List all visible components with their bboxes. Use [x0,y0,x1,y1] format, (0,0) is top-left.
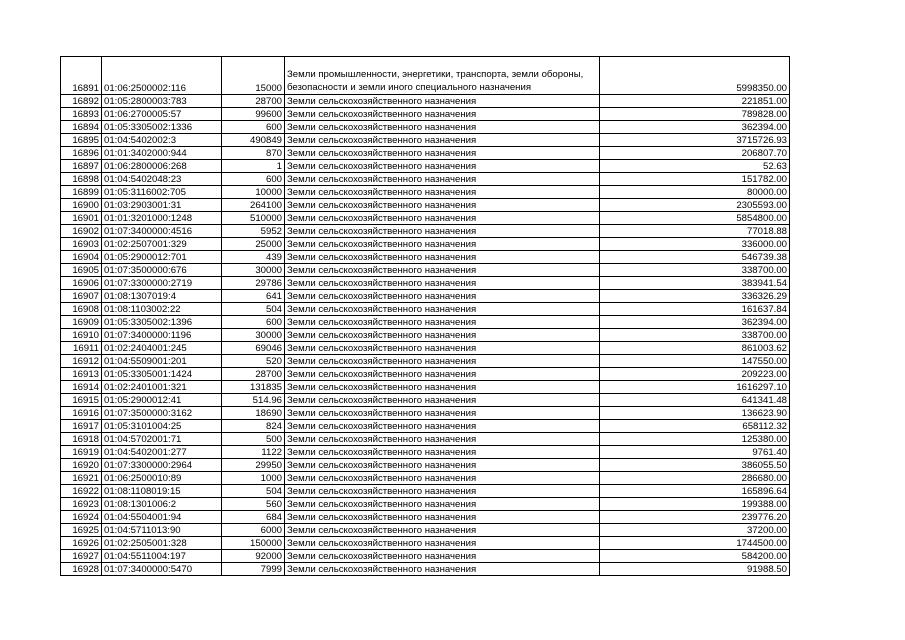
land-category-cell: Земли сельскохозяйственного назначения [285,459,600,472]
land-category-cell: Земли сельскохозяйственного назначения [285,199,600,212]
land-category-cell: Земли сельскохозяйственного назначения [285,121,600,134]
table-row [61,134,790,147]
land-category-cell: Земли сельскохозяйственного назначения [285,108,600,121]
area-cell: 870 [222,147,285,160]
land-category-cell: Земли сельскохозяйственного назначения [285,550,600,563]
cadastral-value-cell: 546739.38 [600,251,790,264]
area-cell: 10000 [222,186,285,199]
area-cell: 490849 [222,134,285,147]
cadastral-number-cell: 01:08:1103002:22 [102,303,222,316]
land-category-cell: Земли сельскохозяйственного назначения [285,173,600,186]
land-category-cell: Земли сельскохозяйственного назначения [285,251,600,264]
table-row [61,212,790,225]
cadastral-number-cell: 01:07:3400000:5470 [102,563,222,576]
cadastral-value-cell: 80000.00 [600,186,790,199]
cadastral-number-cell: 01:02:2404001:245 [102,342,222,355]
land-category-cell: Земли сельскохозяйственного назначения [285,147,600,160]
row-number-cell: 16924 [61,511,102,524]
area-cell: 28700 [222,95,285,108]
row-number-cell: 16926 [61,537,102,550]
cadastral-value-cell: 789828.00 [600,108,790,121]
table-row [61,225,790,238]
table-row [61,433,790,446]
cadastral-number-cell: 01:07:3500000:3162 [102,407,222,420]
land-category-cell: Земли сельскохозяйственного назначения [285,212,600,225]
cadastral-value-cell: 221851.00 [600,95,790,108]
cadastral-number-cell: 01:01:3201000:1248 [102,212,222,225]
table-row [61,381,790,394]
cadastral-value-cell: 136623.90 [600,407,790,420]
area-cell: 131835 [222,381,285,394]
row-number-cell: 16895 [61,134,102,147]
area-cell: 99600 [222,108,285,121]
row-number-cell: 16908 [61,303,102,316]
row-number-cell: 16916 [61,407,102,420]
cadastral-number-cell: 01:04:5402002:3 [102,134,222,147]
cadastral-value-cell: 336000.00 [600,238,790,251]
table-row [61,121,790,134]
row-number-cell: 16923 [61,498,102,511]
cadastral-value-cell: 209223.00 [600,368,790,381]
cadastral-value-cell: 3715726.93 [600,134,790,147]
cadastral-number-cell: 01:04:5511004:197 [102,550,222,563]
area-cell: 28700 [222,368,285,381]
area-cell: 514.96 [222,394,285,407]
land-category-cell: Земли сельскохозяйственного назначения [285,134,600,147]
area-cell: 824 [222,420,285,433]
table-row [61,95,790,108]
cadastral-value-cell: 5998350.00 [600,57,790,95]
row-number-cell: 16910 [61,329,102,342]
cadastral-value-cell: 338700.00 [600,329,790,342]
land-category-cell: Земли сельскохозяйственного назначения [285,433,600,446]
table-row [61,199,790,212]
table-row [61,511,790,524]
area-cell: 92000 [222,550,285,563]
area-cell: 500 [222,433,285,446]
land-category-cell: Земли сельскохозяйственного назначения [285,225,600,238]
row-number-cell: 16922 [61,485,102,498]
land-category-cell: Земли сельскохозяйственного назначения [285,485,600,498]
land-category-cell: Земли сельскохозяйственного назначения [285,420,600,433]
cadastral-value-cell: 584200.00 [600,550,790,563]
area-cell: 7999 [222,563,285,576]
table-row [61,264,790,277]
cadastral-value-cell: 5854800.00 [600,212,790,225]
cadastral-number-cell: 01:07:3400000:1196 [102,329,222,342]
cadastral-value-cell: 77018.88 [600,225,790,238]
area-cell: 15000 [222,57,285,95]
cadastral-value-cell: 9761.40 [600,446,790,459]
area-cell: 504 [222,303,285,316]
cadastral-value-cell: 658112.32 [600,420,790,433]
land-registry-table [60,56,790,576]
cadastral-value-cell: 1744500.00 [600,537,790,550]
cadastral-value-cell: 338700.00 [600,264,790,277]
row-number-cell: 16891 [61,57,102,95]
cadastral-value-cell: 641341.48 [600,394,790,407]
land-category-cell: Земли сельскохозяйственного назначения [285,368,600,381]
table-row [61,238,790,251]
table-row [61,485,790,498]
row-number-cell: 16902 [61,225,102,238]
area-cell: 29950 [222,459,285,472]
area-cell: 264100 [222,199,285,212]
land-category-cell: Земли сельскохозяйственного назначения [285,329,600,342]
row-number-cell: 16907 [61,290,102,303]
row-number-cell: 16914 [61,381,102,394]
area-cell: 29786 [222,277,285,290]
area-cell: 600 [222,316,285,329]
cadastral-number-cell: 01:04:5402048:23 [102,173,222,186]
cadastral-value-cell: 165896.64 [600,485,790,498]
row-number-cell: 16892 [61,95,102,108]
cadastral-value-cell: 861003.62 [600,342,790,355]
table-row [61,147,790,160]
row-number-cell: 16906 [61,277,102,290]
land-category-cell: Земли сельскохозяйственного назначения [285,446,600,459]
area-cell: 600 [222,121,285,134]
land-category-cell: Земли сельскохозяйственного назначения [285,160,600,173]
cadastral-number-cell: 01:07:3300000:2719 [102,277,222,290]
cadastral-value-cell: 91988.50 [600,563,790,576]
table-row [61,57,790,95]
cadastral-value-cell: 199388.00 [600,498,790,511]
cadastral-value-cell: 362394.00 [600,121,790,134]
row-number-cell: 16898 [61,173,102,186]
cadastral-number-cell: 01:07:3300000:2964 [102,459,222,472]
row-number-cell: 16917 [61,420,102,433]
table-row [61,290,790,303]
land-category-cell: Земли сельскохозяйственного назначения [285,563,600,576]
cadastral-number-cell: 01:08:1108019:15 [102,485,222,498]
cadastral-number-cell: 01:05:3101004:25 [102,420,222,433]
area-cell: 6000 [222,524,285,537]
row-number-cell: 16920 [61,459,102,472]
row-number-cell: 16919 [61,446,102,459]
cadastral-number-cell: 01:08:1301006:2 [102,498,222,511]
land-category-cell: Земли сельскохозяйственного назначения [285,95,600,108]
row-number-cell: 16894 [61,121,102,134]
cadastral-value-cell: 147550.00 [600,355,790,368]
area-cell: 600 [222,173,285,186]
land-category-cell: Земли сельскохозяйственного назначения [285,277,600,290]
cadastral-value-cell: 206807.70 [600,147,790,160]
area-cell: 150000 [222,537,285,550]
cadastral-value-cell: 286680.00 [600,472,790,485]
table-row [61,186,790,199]
cadastral-number-cell: 01:02:2505001:328 [102,537,222,550]
area-cell: 560 [222,498,285,511]
cadastral-number-cell: 01:01:3402000:944 [102,147,222,160]
table-row [61,420,790,433]
cadastral-number-cell: 01:07:3500000:676 [102,264,222,277]
cadastral-value-cell: 125380.00 [600,433,790,446]
area-cell: 510000 [222,212,285,225]
cadastral-number-cell: 01:08:1307019:4 [102,290,222,303]
cadastral-value-cell: 52.63 [600,160,790,173]
row-number-cell: 16893 [61,108,102,121]
area-cell: 684 [222,511,285,524]
cadastral-value-cell: 383941.54 [600,277,790,290]
area-cell: 69046 [222,342,285,355]
area-cell: 5952 [222,225,285,238]
area-cell: 1122 [222,446,285,459]
land-category-cell: Земли сельскохозяйственного назначения [285,407,600,420]
area-cell: 1000 [222,472,285,485]
table-row [61,316,790,329]
table-row [61,459,790,472]
land-category-cell: Земли сельскохозяйственного назначения [285,537,600,550]
table-row [61,329,790,342]
table-row [61,498,790,511]
cadastral-value-cell: 151782.00 [600,173,790,186]
area-cell: 25000 [222,238,285,251]
table-row [61,407,790,420]
row-number-cell: 16912 [61,355,102,368]
row-number-cell: 16928 [61,563,102,576]
cadastral-number-cell: 01:03:2903001:31 [102,199,222,212]
land-category-cell: Земли сельскохозяйственного назначения [285,303,600,316]
row-number-cell: 16927 [61,550,102,563]
area-cell: 520 [222,355,285,368]
row-number-cell: 16921 [61,472,102,485]
table-row [61,446,790,459]
land-category-cell: Земли сельскохозяйственного назначения [285,238,600,251]
land-category-cell: Земли сельскохозяйственного назначения [285,316,600,329]
cadastral-value-cell: 386055.50 [600,459,790,472]
area-cell: 18690 [222,407,285,420]
table-row [61,173,790,186]
cadastral-value-cell: 336326.29 [600,290,790,303]
table-row [61,394,790,407]
land-category-cell: Земли сельскохозяйственного назначения [285,394,600,407]
cadastral-number-cell: 01:04:5504001:94 [102,511,222,524]
row-number-cell: 16905 [61,264,102,277]
cadastral-number-cell: 01:04:5509001:201 [102,355,222,368]
cadastral-number-cell: 01:05:3305001:1424 [102,368,222,381]
area-cell: 504 [222,485,285,498]
cadastral-number-cell: 01:05:2900012:701 [102,251,222,264]
land-category-cell: Земли сельскохозяйственного назначения [285,511,600,524]
cadastral-number-cell: 01:06:2700005:57 [102,108,222,121]
row-number-cell: 16901 [61,212,102,225]
cadastral-number-cell: 01:06:2500002:116 [102,57,222,95]
cadastral-number-cell: 01:05:2900012:41 [102,394,222,407]
cadastral-number-cell: 01:02:2401001:321 [102,381,222,394]
row-number-cell: 16909 [61,316,102,329]
land-category-cell: Земли сельскохозяйственного назначения [285,498,600,511]
land-category-cell: Земли промышленности, энергетики, транспорта, земли обороны, безопасности и земли иного специального назначения [285,57,600,95]
cadastral-number-cell: 01:05:3305002:1336 [102,121,222,134]
area-cell: 1 [222,160,285,173]
area-cell: 641 [222,290,285,303]
cadastral-value-cell: 161637.84 [600,303,790,316]
cadastral-value-cell: 37200.00 [600,524,790,537]
land-category-cell: Земли сельскохозяйственного назначения [285,381,600,394]
cadastral-value-cell: 239776.20 [600,511,790,524]
land-category-cell: Земли сельскохозяйственного назначения [285,524,600,537]
cadastral-number-cell: 01:04:5402001:277 [102,446,222,459]
cadastral-number-cell: 01:05:2800003:783 [102,95,222,108]
row-number-cell: 16899 [61,186,102,199]
row-number-cell: 16897 [61,160,102,173]
table-row [61,251,790,264]
table-row [61,355,790,368]
row-number-cell: 16918 [61,433,102,446]
table-row [61,277,790,290]
row-number-cell: 16911 [61,342,102,355]
table-row [61,160,790,173]
cadastral-number-cell: 01:05:3116002:705 [102,186,222,199]
table-row [61,563,790,576]
cadastral-value-cell: 2305593.00 [600,199,790,212]
land-category-cell: Земли сельскохозяйственного назначения [285,264,600,277]
table-row [61,368,790,381]
table-body [61,57,790,576]
row-number-cell: 16915 [61,394,102,407]
land-category-cell: Земли сельскохозяйственного назначения [285,290,600,303]
row-number-cell: 16903 [61,238,102,251]
row-number-cell: 16904 [61,251,102,264]
cadastral-number-cell: 01:04:5702001:71 [102,433,222,446]
cadastral-value-cell: 1616297.10 [600,381,790,394]
row-number-cell: 16925 [61,524,102,537]
area-cell: 439 [222,251,285,264]
land-category-cell: Земли сельскохозяйственного назначения [285,186,600,199]
table-row [61,537,790,550]
cadastral-number-cell: 01:07:3400000:4516 [102,225,222,238]
table-row [61,550,790,563]
cadastral-number-cell: 01:02:2507001:329 [102,238,222,251]
land-category-cell: Земли сельскохозяйственного назначения [285,355,600,368]
table-row [61,524,790,537]
table-row [61,472,790,485]
cadastral-number-cell: 01:06:2800006:268 [102,160,222,173]
table-row [61,108,790,121]
table-row [61,342,790,355]
row-number-cell: 16896 [61,147,102,160]
cadastral-number-cell: 01:04:5711013:90 [102,524,222,537]
cadastral-value-cell: 362394.00 [600,316,790,329]
area-cell: 30000 [222,329,285,342]
row-number-cell: 16913 [61,368,102,381]
table-row [61,303,790,316]
land-category-cell: Земли сельскохозяйственного назначения [285,342,600,355]
cadastral-number-cell: 01:06:2500010:89 [102,472,222,485]
row-number-cell: 16900 [61,199,102,212]
cadastral-number-cell: 01:05:3305002:1396 [102,316,222,329]
area-cell: 30000 [222,264,285,277]
land-category-cell: Земли сельскохозяйственного назначения [285,472,600,485]
